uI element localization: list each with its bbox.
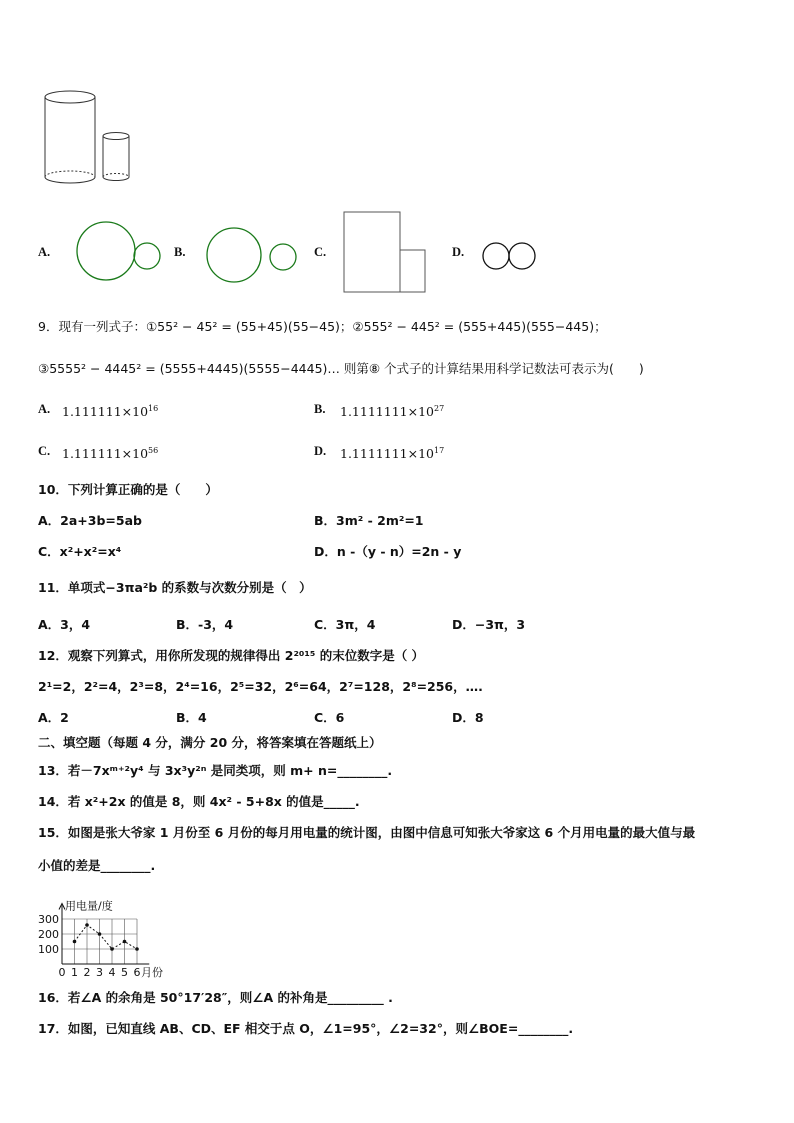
q17: 17．如图，已知直线 AB、CD、EF 相交于点 O，∠1=95°，∠2=32°，则∠BOE=________. — [38, 1021, 574, 1036]
q11-stem: 11．单项式−3πa²b 的系数与次数分别是（ ） — [38, 580, 312, 595]
y-tick-label: 100 — [38, 943, 59, 956]
q9-option-b-value: 1.1111111×10 — [340, 404, 434, 420]
small-rectangle — [400, 250, 425, 292]
q9-option-d-value: 1.1111111×10 — [340, 446, 434, 462]
q16: 16．若∠A 的余角是 50°17′28″，则∠A 的补角是_________ . — [38, 990, 393, 1005]
large-rectangle — [344, 212, 400, 292]
y-axis-label: 用电量/度 — [65, 899, 113, 913]
q11-option-a: A．3，4 — [38, 617, 91, 632]
q8-option-b-label: B. — [174, 245, 186, 259]
q9-option-d — [340, 446, 444, 461]
q10-option-c: C．x²+x²=x⁴ — [38, 544, 122, 559]
q8-option-a-figure — [75, 218, 165, 284]
q9-line-2: ③5555² − 4445² = (5555+4445)(5555−4445)… 则第⑧ 个式子的计算结果用科学记数法可表示为( ) — [38, 361, 644, 376]
x-tick-label: 3 — [96, 966, 103, 978]
q11-option-b: B．-3，4 — [176, 617, 234, 632]
q12-option-c: C．6 — [314, 710, 345, 725]
data-point — [135, 947, 139, 951]
cylinders-figure — [40, 88, 140, 188]
y-tick-label: 300 — [38, 913, 59, 926]
q14: 14．若 x²+2x 的值是 8，则 4x² - 5+8x 的值是_____. — [38, 794, 360, 809]
q10-option-b: B．3m² - 2m²=1 — [314, 513, 424, 528]
small-circle — [134, 243, 160, 269]
left-circle — [483, 243, 509, 269]
q15-line-1: 15．如图是张大爷家 1 月份至 6 月份的每月用电量的统计图，由图中信息可知张大爷家这 6 个月用电量的最大值与最 — [38, 825, 696, 840]
q8-option-c-figure — [340, 208, 430, 294]
y-tick-label: 200 — [38, 928, 59, 941]
q8-option-d-figure — [478, 238, 542, 274]
q9-line-1: 9．现有一列式子：①55² − 45² = (55+45)(55−45)；②555² − 445² = (555+445)(555−445)； — [38, 319, 607, 334]
section-2-heading: 二、填空题（每题 4 分，满分 20 分，将答案填在答题纸上） — [38, 735, 382, 750]
q9-option-c-exponent: 56 — [148, 446, 159, 455]
large-cylinder-bottom-front — [45, 177, 95, 183]
x-tick-label: 2 — [83, 966, 91, 978]
chart-series — [73, 923, 139, 951]
small-circle — [270, 244, 296, 270]
q12-option-b: B．4 — [176, 710, 207, 725]
small-cylinder-top — [103, 133, 129, 140]
q9-option-d-label: D. — [314, 444, 327, 458]
x-tick-label: 6 — [133, 966, 141, 978]
q9-option-d-exponent: 17 — [433, 446, 445, 455]
q9-option-b-exponent: 27 — [433, 404, 445, 413]
q8-option-a-label: A. — [38, 245, 51, 259]
large-circle — [207, 228, 261, 282]
data-point — [73, 940, 77, 944]
right-circle — [509, 243, 535, 269]
x-tick-label: 1 — [71, 966, 78, 978]
q15-line-2: 小值的差是________. — [38, 858, 156, 873]
q9-option-c — [62, 446, 158, 461]
electricity-usage-chart — [34, 878, 184, 978]
q12-option-a: A．2 — [38, 710, 69, 725]
large-circle — [77, 222, 135, 280]
q12-stem: 12．观察下列算式，用你所发现的规律得出 2²⁰¹⁵ 的末位数字是（ ） — [38, 648, 425, 663]
q9-option-a-label: A. — [38, 402, 51, 416]
small-cylinder-bottom — [103, 177, 129, 181]
large-cylinder-top — [45, 91, 95, 103]
data-point — [123, 940, 127, 944]
q9-option-b — [340, 404, 444, 419]
q10-option-d: D．n -（y - n）=2n - y — [314, 544, 462, 559]
chart-labels — [38, 899, 163, 979]
small-cylinder-bottom-back — [103, 174, 129, 178]
x-tick-label: 4 — [108, 966, 116, 978]
q9-option-a-value: 1.111111×10 — [62, 404, 149, 420]
q13: 13．若－7xᵐ⁺²y⁴ 与 3x³y²ⁿ 是同类项，则 m+ n=________. — [38, 763, 393, 778]
q10-stem: 10．下列计算正确的是（ ） — [38, 482, 218, 497]
large-cylinder-bottom-back — [45, 171, 95, 177]
x-tick-label: 5 — [121, 966, 128, 978]
q11-option-d: D．−3π，3 — [452, 617, 526, 632]
q9-option-b-label: B. — [314, 402, 326, 416]
q8-option-d-label: D. — [452, 245, 465, 259]
q8-option-b-figure — [202, 224, 302, 286]
data-point — [85, 923, 89, 927]
q8-option-c-label: C. — [314, 245, 327, 259]
q12-sequence: 2¹=2，2²=4，2³=8，2⁴=16，2⁵=32，2⁶=64，2⁷=128，2⁸=256，…. — [38, 679, 483, 694]
q10-option-a: A．2a+3b=5ab — [38, 513, 142, 528]
q9-option-c-value: 1.111111×10 — [62, 446, 149, 462]
data-point — [98, 932, 102, 936]
q9-option-c-label: C. — [38, 444, 51, 458]
q11-option-c: C．3π，4 — [314, 617, 376, 632]
q9-option-a — [62, 404, 158, 419]
q12-option-d: D．8 — [452, 710, 484, 725]
data-point — [110, 947, 114, 951]
x-tick-label: 0 — [58, 966, 66, 978]
x-axis-label: 月份 — [141, 966, 163, 978]
usage-line — [75, 925, 138, 949]
q9-option-a-exponent: 16 — [148, 404, 159, 413]
